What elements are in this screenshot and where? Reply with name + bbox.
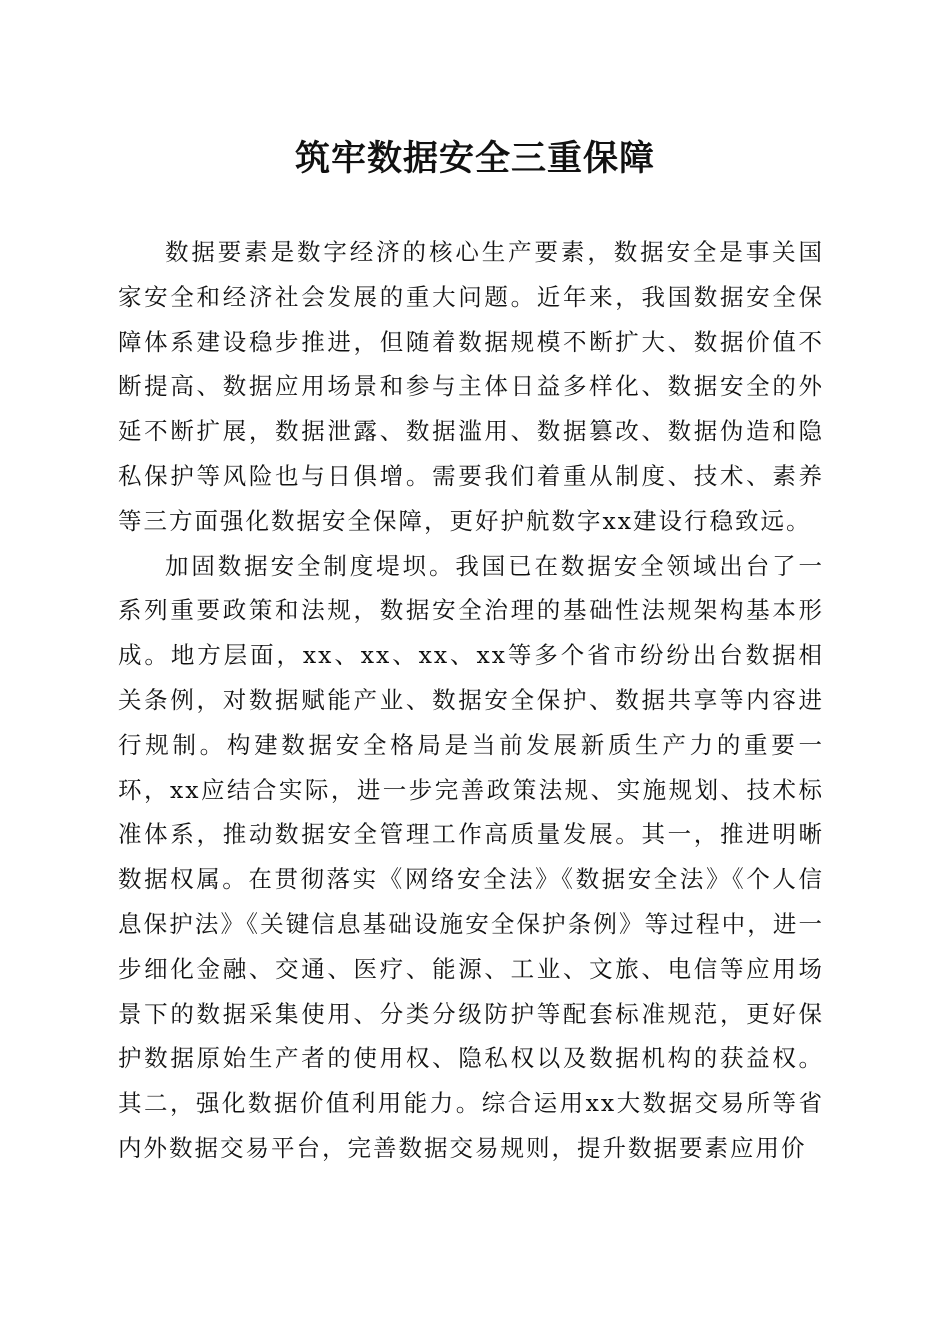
- paragraph-institutional-safeguards: 加固数据安全制度堤坝。我国已在数据安全领域出台了一系列重要政策和法规，数据安全治理的基础性法规架构基本形成。地方层面，xx、xx、xx、xx等多个省市纷纷出台数据相关条例，对数据赋能产业、数据安全保护、数据共享等内容进行规制。构建数据安全格局是当前发展新质生产力的重要一环，xx应结合实际，进一步完善政策法规、实施规划、技术标准体系，推动数据安全管理工作高质量发展。其一，推进明晰数据权属。在贯彻落实《网络安全法》《数据安全法》《个人信息保护法》《关键信息基础设施安全保护条例》等过程中，进一步细化金融、交通、医疗、能源、工业、文旅、电信等应用场景下的数据采集使用、分类分级防护等配套标准规范，更好保护数据原始生产者的使用权、隐私权以及数据机构的获益权。其二，强化数据价值利用能力。综合运用xx大数据交易所等省内外数据交易平台，完善数据交易规则，提升数据要素应用价: [118, 551, 824, 1162]
- paragraph-intro: 数据要素是数字经济的核心生产要素，数据安全是事关国家安全和经济社会发展的重大问题。近年来，我国数据安全保障体系建设稳步推进，但随着数据规模不断扩大、数据价值不断提高、数据应用场景和参与主体日益多样化、数据安全的外延不断扩展，数据泄露、数据滥用、数据篡改、数据伪造和隐私保护等风险也与日俱增。需要我们着重从制度、技术、素养等三方面强化数据安全保障，更好护航数字xx建设行稳致远。: [118, 238, 824, 535]
- document-body: [118, 230, 824, 1171]
- document-title: 筑牢数据安全三重保障: [294, 138, 655, 179]
